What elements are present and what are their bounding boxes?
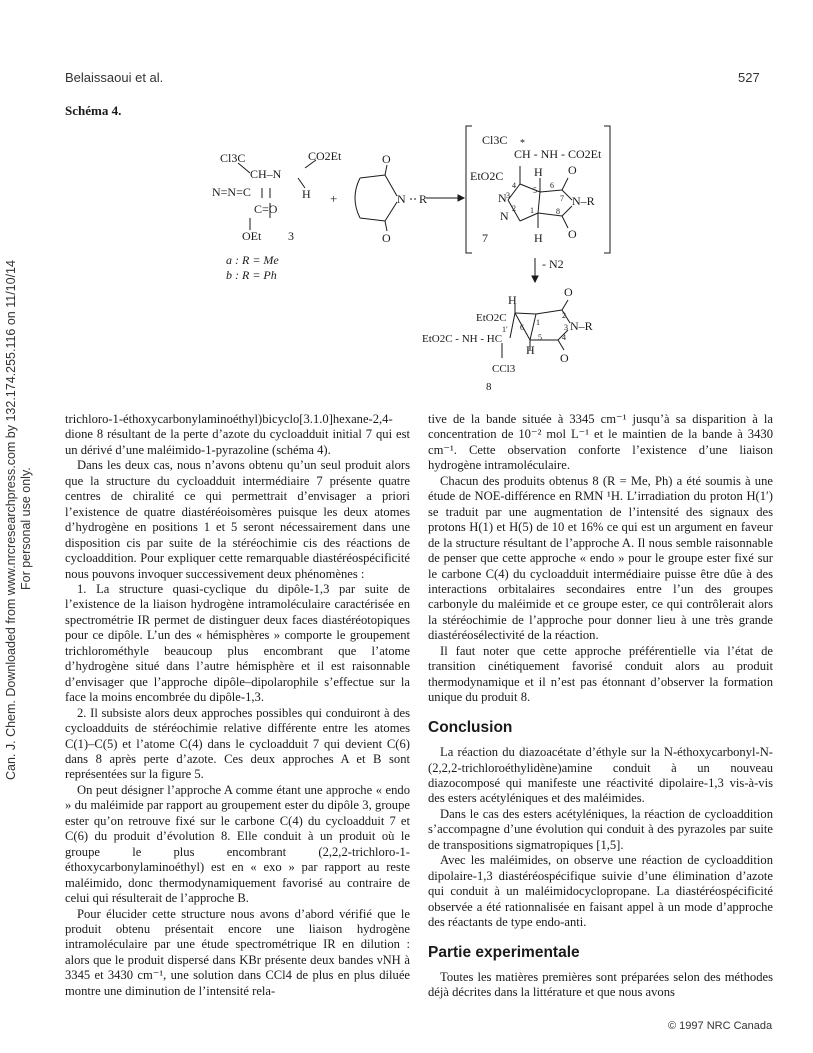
c7-eto2c: EtO2C [470, 169, 504, 183]
c8-pos-1p: 1′ [502, 325, 508, 334]
c3-n2c: N=N=C [212, 185, 251, 199]
right-column [428, 412, 773, 1001]
conclusion-paragraph-1: La réaction du diazoacétate d’éthyle sur la N-éthoxycarbonyl-N-(2,2,2-trichloroéthylidène)amine conduit à un nouveau diazocomposé qui manifeste une réactivité dipolaire-1,3 vis-à-vis des esters acétyléniques et des maléimides. [428, 745, 773, 806]
c7-pos-2: 2 [512, 204, 516, 213]
conclusion-heading: Conclusion [428, 718, 513, 736]
experimental-heading: Partie experimentale [428, 943, 580, 961]
mal-n: N [397, 192, 406, 206]
right-paragraph-3: Il faut noter que cette approche préférentielle via l’état de transition cinétiquement favorisé conduit alors au produit thermodynamique et il n’est pas étonnant d’observer la formation unique du produit 8. [428, 643, 773, 705]
legend-b: b : R = Ph [226, 268, 277, 282]
c3-chn: CH–N [250, 167, 282, 181]
c7-pos-4: 4 [512, 181, 516, 190]
left-column [65, 412, 410, 999]
c3-h: H [302, 187, 311, 201]
reaction-scheme [190, 118, 630, 398]
c8-pos-6: 6 [520, 323, 524, 332]
left-paragraph-5: On peut désigner l’approche A comme étant une approche « endo » du maléimide par rapport au groupement ester du dipôle 3, groupe ester qu’on retrouve fixé sur le carbone C(4) du cycloadduit 7 et C(6) du produit d’évolution 8. Elle conduit à un produit où le groupe le plus encombrant (2,2,2-trichloro-1-éthoxycarbonylaminoéthyl) est en « exo » par rapport au reste maléimido, donc thermodynamiquement favorisé au contraire de celui qui résulterait de l’approche B. [65, 782, 410, 906]
c8-o-top: O [564, 285, 573, 299]
c8-pos-5: 5 [538, 333, 542, 342]
c8-pos-2: 2 [562, 311, 566, 320]
left-paragraph-3: 1. La structure quasi-cyclique du dipôle-1,3 par suite de l’existence de la liaison hydrogène intramoléculaire caractérisée en spectrométrie IR permet de distinguer deux faces diastéréotopiques pour ce dipôle. L’un des « hémisphères » comporte le groupement trichlorométhyle beaucoup plus encombrant que l’atome d’hydrogène situé dans l’autre hémisphère et il est raisonnable d’envisager que l’approche dipôle–dipolarophile s’effectue sur la face la moins encombrée du dipôle-1,3. [65, 581, 410, 705]
right-paragraph-2: Chacun des produits obtenus 8 (R = Me, Ph) a été soumis à une étude de NOE-différence en RMN ¹H. L’irradiation du proton H(1′) se traduit par une augmentation de l’intensité des signaux des protons H(1) et H(5) de 10 et 16% ce qui est un argument en faveur de la structure résultant de l’approche A. Il nous semble raisonnable de penser que cette approche « endo » pour le groupe ester fixé sur le carbone C(4) du cycloadduit intermédiaire puisse être dûe à des interactions orbitalaires secondaires entre l’un des groupes carbonyle du maléimide et ce groupe ester, ce qui contrôlerait alors la stéréochimie de l’approche pour donner lieu à une très grande diastéréosélectivité de la réaction. [428, 473, 773, 643]
c8-eto2c: EtO2C [476, 312, 507, 324]
c8-eto2c-nh: EtO2C - NH - HC [422, 333, 503, 345]
c8-h-bot: H [526, 343, 535, 357]
c3-number: 3 [288, 229, 294, 243]
page-number: 527 [738, 70, 760, 85]
c8-number: 8 [486, 381, 492, 393]
arrow-label: - N2 [542, 257, 564, 271]
c7-n-b: N [500, 209, 509, 223]
c7-chain: CH - NH - CO2Et [514, 147, 602, 161]
c3-co: C=O [254, 202, 278, 216]
copyright-footer: © 1997 NRC Canada [668, 1020, 773, 1032]
c7-number: 7 [482, 231, 488, 245]
legend-a: a : R = Me [226, 253, 279, 267]
mal-r: R [419, 192, 428, 206]
scheme-title: Schéma 4. [65, 103, 122, 118]
c3-oet: OEt [242, 229, 262, 243]
c8-h-top: H [508, 293, 517, 307]
c7-h-bot: H [534, 231, 543, 245]
c8-ccl3: CCl3 [492, 363, 516, 375]
experimental-paragraph-1: Toutes les matières premières sont préparées selon des méthodes déjà décrites dans la littérature et que nous avons [428, 969, 773, 1000]
c7-o-bot: O [568, 227, 577, 241]
c7-o-top: O [568, 163, 577, 177]
c8-o-bot: O [560, 351, 569, 365]
c7-n-a: N [498, 191, 507, 205]
c3-ccl3: Cl3C [220, 151, 246, 165]
c7-pos-3: 3 [506, 191, 510, 200]
left-paragraph-1: trichloro-1-éthoxycarbonylaminoéthyl)bicyclo[3.1.0]hexane-2,4-dione 8 résultant de la perte d’azote du cycloadduit initial 7 qui est un dérivé d’une maléimido-1-pyrazoline (schéma 4). [65, 412, 410, 457]
running-header-authors: Belaissaoui et al. [65, 70, 164, 85]
left-paragraph-2: Dans les deux cas, nous n’avons obtenu qu’un seul produit alors que la structure du cycloadduit intermédiaire 7 présente quatre centres de chiralité ce qui permettrait d’envisager a priori l’existence de quatre diastéréoisomères puisque les deux atomes d’hydrogène en positions 1 et 5 seront nécessairement dans une disposition cis par suite de la stéréochimie cis des réactions de cycloaddition. Pour expliquer cette remarquable diastéréospécificité nous pouvons invoquer successivement deux phénomènes : [65, 458, 410, 581]
watermark-line-2: For personal use only. [19, 467, 33, 590]
c7-pos-1: 1 [530, 206, 534, 215]
c7-pos-7: 7 [560, 194, 564, 203]
mal-o-top: O [382, 152, 391, 166]
c7-pos-5: 5 [533, 186, 537, 195]
c7-h-top: H [534, 165, 543, 179]
right-paragraph-1: tive de la bande située à 3345 cm⁻¹ jusqu’à sa disparition à la concentration de 10⁻² mol L⁻¹ et le maintien de la bande à 3430 cm⁻¹. Cette observation conforte l’existence d’une liaison hydrogène intramoléculaire. [428, 412, 773, 473]
c7-pos-8: 8 [556, 207, 560, 216]
c3-co2et: CO2Et [308, 149, 342, 163]
c8-n-r: N–R [570, 319, 593, 333]
conclusion-paragraph-2: Dans le cas des esters acétyléniques, la réaction de cycloaddition s’accompagne d’une évolution qui conduit à des pyrazoles par suite de transpositions sigmatropiques [1,5]. [428, 806, 773, 852]
download-watermark [4, 220, 42, 780]
c8-pos-1: 1 [536, 318, 540, 327]
left-paragraph-4: 2. Il subsiste alors deux approches possibles qui conduiront à des cycloadduits de stéréochimie relative différente entre les atomes C(1)–C(5) et l’atome C(4) dans le cycloadduit 7 qui devient C(6) dans 8 après perte d’azote. Ces deux approches A et B sont représentées sur la figure 5. [65, 705, 410, 782]
left-paragraph-6: Pour élucider cette structure nous avons d’abord vérifié que le produit obtenu présentait encore une liaison hydrogène intramoléculaire par une étude spectrométrique IR en dilution : alors que le produit dispersé dans KBr présente deux bandes νNH à 3345 et 3430 cm⁻¹, une solution dans CCl4 de plus en plus diluée montre une diminution de l’intensité rela- [65, 906, 410, 998]
c8-pos-4: 4 [562, 333, 566, 342]
c7-ccl3: Cl3C [482, 133, 508, 147]
c7-pos-6: 6 [550, 181, 554, 190]
conclusion-paragraph-3: Avec les maléimides, on observe une réaction de cycloaddition dipolaire-1,3 diastéréospécifique suivie d’une élimination d’azote qui conduit à un maléimidocyclopropane. La diastéréospécificité observée a été rationnalisée en faisant appel à un mode d’approche des réactants de type endo-anti. [428, 853, 773, 930]
c8-pos-3: 3 [564, 323, 568, 332]
watermark-line-1: Can. J. Chem. Downloaded from www.nrcresearchpress.com by 132.174.255.116 on 11/10/14 [4, 260, 18, 780]
plus-sign: + [330, 191, 338, 206]
c7-n-r: N–R [572, 194, 595, 208]
c7-star: * [520, 138, 525, 149]
mal-o-bot: O [382, 231, 391, 245]
